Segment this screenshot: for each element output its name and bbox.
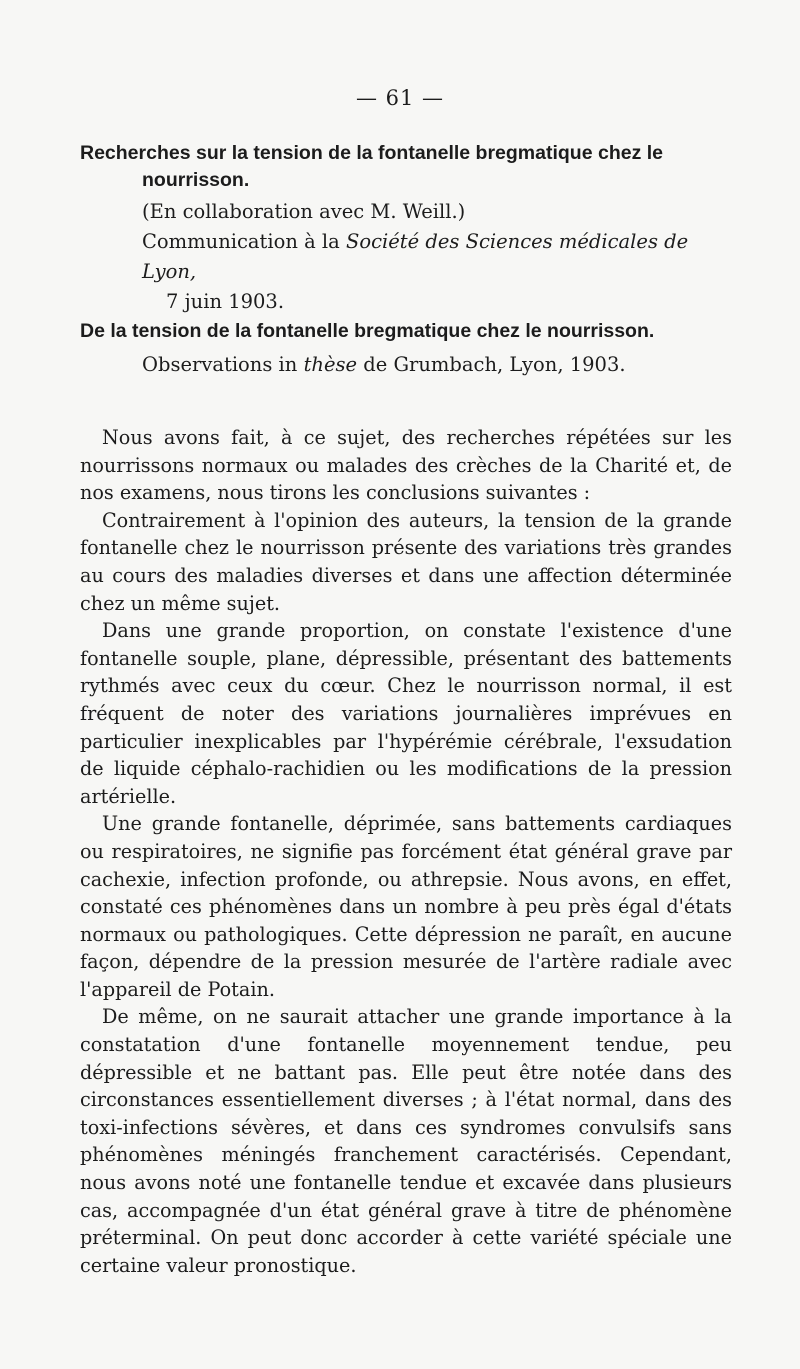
entry-title: Recherches sur la tension de la fontanelle bregmatique chez le nourrisson. xyxy=(80,142,664,191)
bibliography-entry-1 xyxy=(80,140,735,317)
entry-observations xyxy=(80,350,735,380)
observations-prefix: Observations in xyxy=(142,353,304,376)
entry-date: 7 juin 1903. xyxy=(166,290,285,313)
paragraph: Une grande fontanelle, déprimée, sans battements cardiaques ou respiratoires, ne signifie pas forcément état général grave par cachexie, infection profonde, ou athrepsie. Nous avons, en effet, constaté ces phénomènes dans un nombre à peu près égal d'états normaux ou pathologiques. Cette dépression ne paraît, en aucune façon, dépendre de la pression mesurée de l'artère radiale avec l'appareil de Potain. xyxy=(80,812,732,1001)
communication-prefix: Communication à la xyxy=(142,230,346,253)
observations-italic: thèse xyxy=(303,353,358,376)
society-name: Société des Sciences médicales de Lyon, xyxy=(142,230,689,283)
entry-title: De la tension de la fontanelle bregmatique chez le nourrisson. xyxy=(80,320,655,342)
observations-suffix: de Grumbach, Lyon, 1903. xyxy=(357,353,626,376)
paragraph: De même, on ne saurait attacher une grande importance à la constatation d'une fontanelle moyennement tendue, peu dépressible et ne battant pas. Elle peut être notée dans des circonstances essentiellement diverses ; à l'état normal, dans des toxi-infections sévères, et dans ces syndromes convulsifs sans phénomènes méningés franchement caractérisés. Cependant, nous avons noté une fontanelle tendue et excavée dans plusieurs cas, accompagnée d'un état général grave à titre de phénomène préterminal. On peut donc accorder à cette variété spéciale une certaine valeur pronostique. xyxy=(80,1005,732,1277)
paragraph: Nous avons fait, à ce sujet, des recherches répétées sur les nourrissons normaux ou malades des crèches de la Charité et, de nos examens, nous tirons les conclusions suivantes : xyxy=(80,426,732,505)
paragraph: Dans une grande proportion, on constate l'existence d'une fontanelle souple, plane, dépressible, présentant des battements rythmés avec ceux du cœur. Chez le nourrisson normal, il est fréquent de noter des variations journalières imprévues en particulier inexplicables par l'hypérémie cérébrale, l'exsudation de liquide céphalo-rachidien ou les modifications de la pression artérielle. xyxy=(80,619,732,808)
bibliography-entry-2 xyxy=(80,318,735,380)
entry-communication xyxy=(80,227,735,287)
entry-collaboration: (En collaboration avec M. Weill.) xyxy=(142,200,466,223)
page-number: — 61 — xyxy=(355,86,445,110)
body-text xyxy=(80,424,732,1279)
paragraph: Contrairement à l'opinion des auteurs, la tension de la grande fontanelle chez le nourrisson présente des variations très grandes au cours des maladies diverses et dans une affection déterminée chez un même sujet. xyxy=(80,508,732,615)
